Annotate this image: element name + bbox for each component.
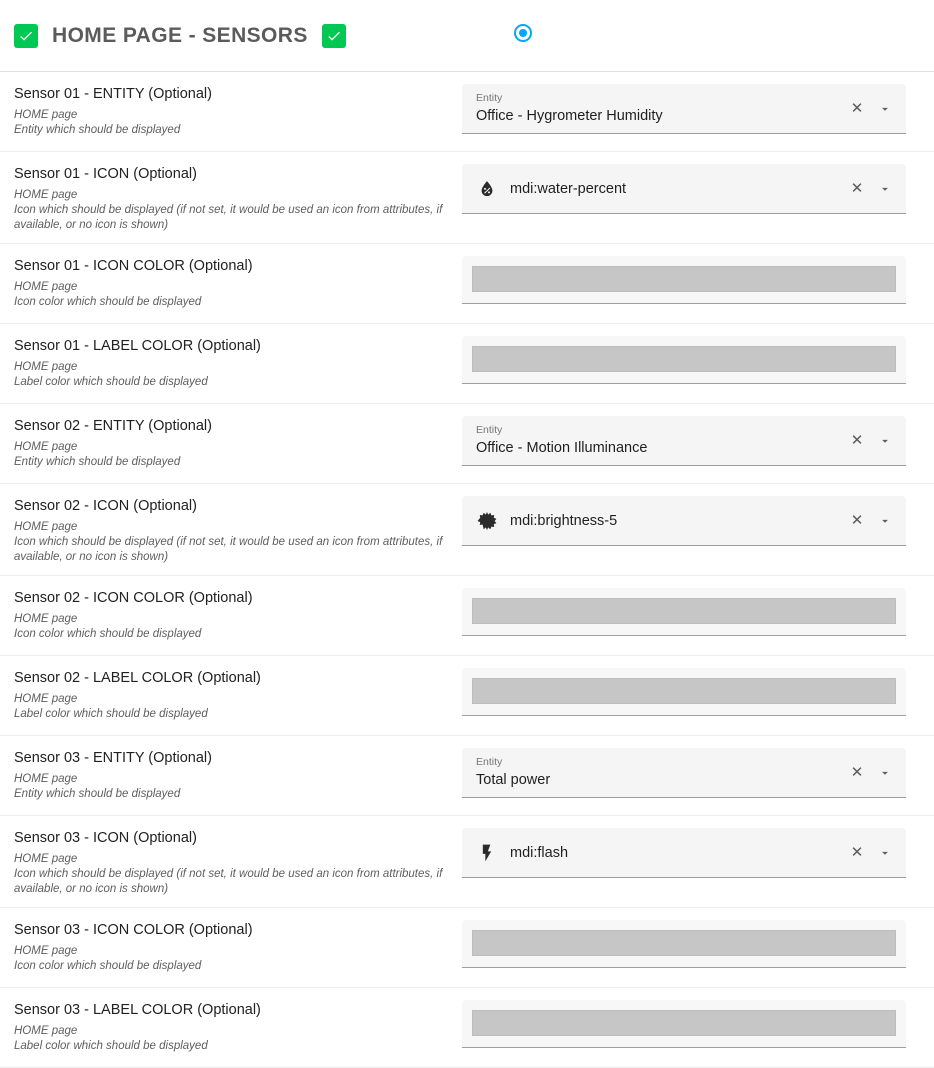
row-label <box>0 920 462 974</box>
row-title: Sensor 01 - ICON (Optional) <box>14 166 197 182</box>
row-subtitle-page: HOME page <box>14 521 78 533</box>
row-subtitle-description: Icon which should be displayed (if not set, it would be used an icon from attributes, if available, or no icon is shown) <box>14 204 443 231</box>
entity-picker-field[interactable] <box>462 84 906 134</box>
row-control <box>462 588 934 636</box>
row-subtitle-description: Icon color which should be displayed <box>14 960 202 972</box>
row-subtitle-page: HOME page <box>14 189 78 201</box>
row-control <box>462 336 934 384</box>
row-title: Sensor 02 - ENTITY (Optional) <box>14 418 212 434</box>
settings-row <box>0 576 934 656</box>
color-picker-field[interactable] <box>462 920 906 968</box>
chevron-down-icon[interactable] <box>878 514 892 528</box>
color-swatch[interactable] <box>472 598 896 624</box>
chevron-down-icon[interactable] <box>878 102 892 116</box>
row-title: Sensor 03 - ENTITY (Optional) <box>14 750 212 766</box>
page-title: HOME PAGE - SENSORS <box>52 23 308 47</box>
settings-row <box>0 736 934 816</box>
flash-icon <box>476 842 498 864</box>
row-subtitle-description: Label color which should be displayed <box>14 1040 208 1052</box>
row-subtitle-description: Entity which should be displayed <box>14 456 181 468</box>
row-title: Sensor 02 - ICON COLOR (Optional) <box>14 590 253 606</box>
settings-row <box>0 908 934 988</box>
color-swatch[interactable] <box>472 1010 896 1036</box>
checkbox-left-checked[interactable] <box>14 24 38 48</box>
row-subtitle-page: HOME page <box>14 281 78 293</box>
row-title: Sensor 02 - ICON (Optional) <box>14 498 197 514</box>
color-swatch[interactable] <box>472 346 896 372</box>
checkbox-right-checked[interactable] <box>322 24 346 48</box>
row-label <box>0 84 462 138</box>
row-subtitle-page: HOME page <box>14 109 78 121</box>
field-value: mdi:water-percent <box>510 180 627 197</box>
color-picker-field[interactable] <box>462 336 906 384</box>
settings-row <box>0 152 934 244</box>
row-subtitle-page: HOME page <box>14 1025 78 1037</box>
field-value: Office - Hygrometer Humidity <box>476 107 663 124</box>
row-label <box>0 1000 462 1054</box>
row-subtitle-page: HOME page <box>14 853 78 865</box>
row-subtitle-description: Entity which should be displayed <box>14 788 181 800</box>
row-subtitle-description: Icon which should be displayed (if not set, it would be used an icon from attributes, if available, or no icon is shown) <box>14 868 443 895</box>
color-swatch[interactable] <box>472 678 896 704</box>
chevron-down-icon[interactable] <box>878 846 892 860</box>
settings-row <box>0 244 934 324</box>
row-control <box>462 496 934 546</box>
brightness-5-icon <box>476 510 498 532</box>
icon-picker-field[interactable] <box>462 828 906 878</box>
field-value: Office - Motion Illuminance <box>476 439 648 456</box>
row-subtitle-description: Label color which should be displayed <box>14 708 208 720</box>
row-control <box>462 920 934 968</box>
field-value: Total power <box>476 771 551 788</box>
settings-row <box>0 72 934 152</box>
row-control <box>462 164 934 214</box>
header-radio-group <box>514 0 532 71</box>
row-label <box>0 668 462 722</box>
clear-icon[interactable]: ✕ <box>850 763 864 781</box>
settings-row <box>0 988 934 1068</box>
row-control <box>462 748 934 798</box>
row-title: Sensor 03 - LABEL COLOR (Optional) <box>14 1002 261 1018</box>
chevron-down-icon[interactable] <box>878 182 892 196</box>
clear-icon[interactable]: ✕ <box>850 99 864 117</box>
settings-row <box>0 404 934 484</box>
row-subtitle-page: HOME page <box>14 441 78 453</box>
row-subtitle-description: Icon color which should be displayed <box>14 296 202 308</box>
chevron-down-icon[interactable] <box>878 766 892 780</box>
row-subtitle-description: Icon color which should be displayed <box>14 628 202 640</box>
color-picker-field[interactable] <box>462 1000 906 1048</box>
row-subtitle-description: Icon which should be displayed (if not set, it would be used an icon from attributes, if available, or no icon is shown) <box>14 536 443 563</box>
row-control <box>462 828 934 878</box>
clear-icon[interactable]: ✕ <box>850 843 864 861</box>
color-swatch[interactable] <box>472 266 896 292</box>
radio-button-selected[interactable] <box>514 24 532 42</box>
row-label <box>0 828 462 897</box>
color-picker-field[interactable] <box>462 668 906 716</box>
field-label: Entity <box>476 91 503 104</box>
row-label <box>0 496 462 565</box>
row-control <box>462 1000 934 1048</box>
settings-row <box>0 484 934 576</box>
row-label <box>0 416 462 470</box>
row-label <box>0 588 462 642</box>
row-subtitle-description: Entity which should be displayed <box>14 124 181 136</box>
settings-row <box>0 816 934 908</box>
row-title: Sensor 03 - ICON (Optional) <box>14 830 197 846</box>
color-swatch[interactable] <box>472 930 896 956</box>
water-percent-icon <box>476 178 498 200</box>
row-title: Sensor 01 - ICON COLOR (Optional) <box>14 258 253 274</box>
settings-row <box>0 324 934 404</box>
radio-inner-dot <box>519 29 527 37</box>
row-title: Sensor 01 - LABEL COLOR (Optional) <box>14 338 261 354</box>
entity-picker-field[interactable] <box>462 416 906 466</box>
row-title: Sensor 01 - ENTITY (Optional) <box>14 86 212 102</box>
field-label: Entity <box>476 423 503 436</box>
row-label <box>0 164 462 233</box>
row-label <box>0 336 462 390</box>
row-label <box>0 256 462 310</box>
row-title: Sensor 02 - LABEL COLOR (Optional) <box>14 670 261 686</box>
row-subtitle-page: HOME page <box>14 945 78 957</box>
settings-rows <box>0 72 934 1068</box>
row-subtitle-description: Label color which should be displayed <box>14 376 208 388</box>
clear-icon[interactable]: ✕ <box>850 431 864 449</box>
clear-icon[interactable]: ✕ <box>850 179 864 197</box>
clear-icon[interactable]: ✕ <box>850 511 864 529</box>
icon-picker-field[interactable] <box>462 164 906 214</box>
page-header <box>0 0 934 72</box>
row-control <box>462 84 934 134</box>
row-subtitle-page: HOME page <box>14 361 78 373</box>
row-control <box>462 256 934 304</box>
settings-row <box>0 656 934 736</box>
entity-picker-field[interactable] <box>462 748 906 798</box>
row-title: Sensor 03 - ICON COLOR (Optional) <box>14 922 253 938</box>
color-picker-field[interactable] <box>462 588 906 636</box>
row-control <box>462 416 934 466</box>
field-value: mdi:brightness-5 <box>510 512 618 529</box>
field-label: Entity <box>476 755 503 768</box>
row-subtitle-page: HOME page <box>14 693 78 705</box>
row-subtitle-page: HOME page <box>14 613 78 625</box>
icon-picker-field[interactable] <box>462 496 906 546</box>
color-picker-field[interactable] <box>462 256 906 304</box>
row-subtitle-page: HOME page <box>14 773 78 785</box>
row-control <box>462 668 934 716</box>
row-label <box>0 748 462 802</box>
chevron-down-icon[interactable] <box>878 434 892 448</box>
field-value: mdi:flash <box>510 844 569 861</box>
